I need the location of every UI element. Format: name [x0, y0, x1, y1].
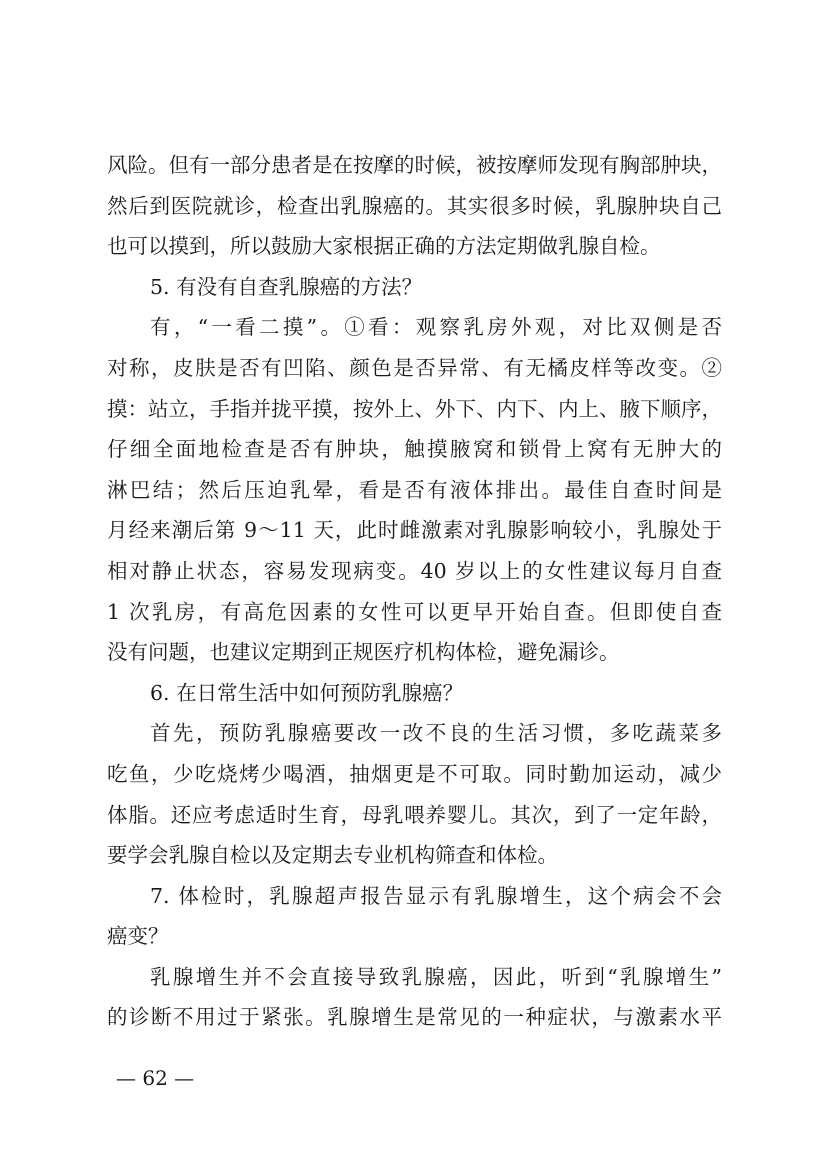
paragraph-line: 1 次乳房，有高危因素的女性可以更早开始自查。但即使自查 — [107, 599, 722, 624]
paragraph-line: 对称，皮肤是否有凹陷、颜色是否异常、有无橘皮样等改变。② — [107, 355, 722, 380]
paragraph-line: 月经来潮后第 9～11 天，此时雌激素对乳腺影响较小，乳腺处于 — [107, 518, 722, 543]
paragraph-line: 相对静止状态，容易发现病变。40 岁以上的女性建议每月自查 — [107, 558, 722, 583]
page-number: — 62 — — [116, 1066, 195, 1090]
paragraph-line: 要学会乳腺自检以及定期去专业机构筛查和体检。 — [107, 843, 558, 868]
paragraph-line: 摸：站立，手指并拢平摸，按外上、外下、内下、内上、腋下顺序， — [107, 396, 722, 421]
paragraph-line: 淋巴结；然后压迫乳晕，看是否有液体排出。最佳自查时间是 — [107, 477, 722, 502]
paragraph-line: 体脂。还应考虑适时生育，母乳喂养婴儿。其次，到了一定年龄， — [107, 802, 722, 827]
question-heading: 6. 在日常生活中如何预防乳腺癌？ — [150, 680, 464, 705]
paragraph-line: 仔细全面地检查是否有肿块，触摸腋窝和锁骨上窝有无肿大的 — [107, 437, 722, 462]
paragraph-line: 也可以摸到，所以鼓励大家根据正确的方法定期做乳腺自检。 — [107, 234, 661, 259]
paragraph-line: 吃鱼，少吃烧烤少喝酒，抽烟更是不可取。同时勤加运动，减少 — [107, 761, 722, 786]
paragraph-line: 没有问题，也建议定期到正规医疗机构体检，避免漏诊。 — [107, 640, 620, 665]
paragraph-line: 乳腺增生并不会直接导致乳腺癌，因此，听到“乳腺增生” — [150, 964, 722, 989]
paragraph-line: 有，“一看二摸”。①看：观察乳房外观，对比双侧是否 — [150, 315, 722, 340]
paragraph-line: 然后到医院就诊，检查出乳腺癌的。其实很多时候，乳腺肿块自己 — [107, 193, 722, 218]
question-heading: 7. 体检时，乳腺超声报告显示有乳腺增生，这个病会不会 — [150, 883, 722, 908]
paragraph-line: 风险。但有一部分患者是在按摩的时候，被按摩师发现有胸部肿块， — [107, 153, 722, 177]
paragraph-line: 的诊断不用过于紧张。乳腺增生是常见的一种症状，与激素水平 — [107, 1005, 722, 1030]
body-text — [107, 145, 722, 1038]
question-heading: 5. 有没有自查乳腺癌的方法？ — [150, 274, 423, 299]
paragraph-line: 首先，预防乳腺癌要改一改不良的生活习惯，多吃蔬菜多 — [150, 721, 722, 746]
question-heading: 癌变？ — [107, 924, 169, 949]
